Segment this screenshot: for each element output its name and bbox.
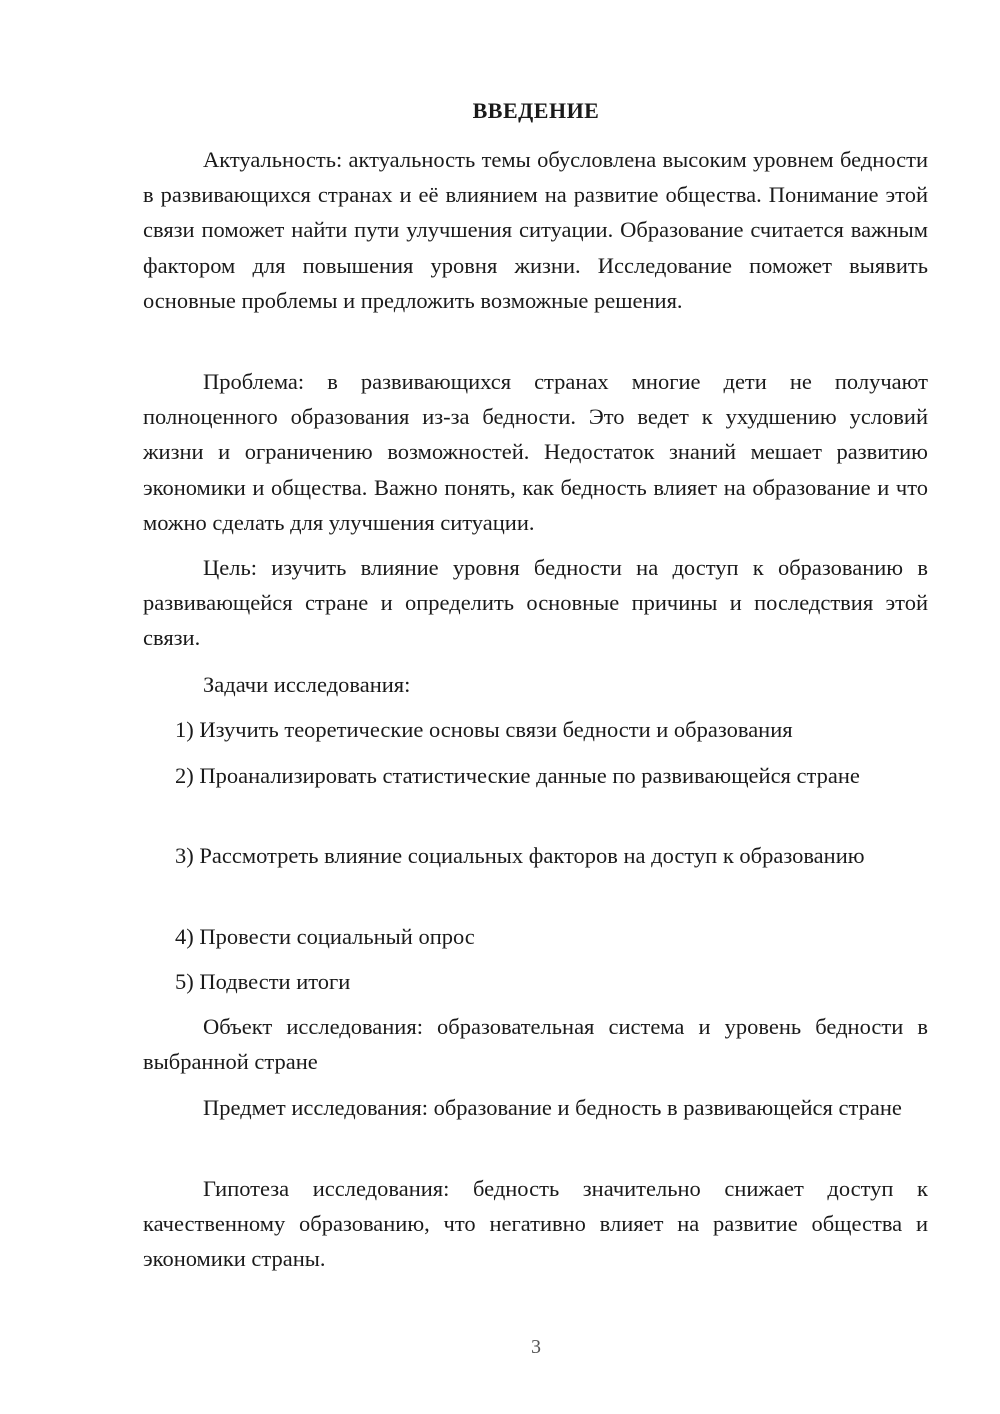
page-number: 3 — [531, 1336, 541, 1358]
body-block-task-1 — [143, 712, 928, 747]
body-block-relevance — [143, 142, 928, 318]
body-block-task-2 — [143, 758, 928, 793]
body-block-problem — [143, 364, 928, 540]
body-block-task-4 — [143, 919, 928, 954]
tasks-heading: Задачи исследования: — [203, 672, 411, 697]
paragraph-object: Объект исследования: образовательная система и уровень бедности в выбранной стране — [143, 1014, 928, 1075]
task-item-2: 2) Проанализировать статистические данные по развивающейся стране — [175, 763, 860, 788]
body-block-subject — [143, 1090, 928, 1125]
task-item-4: 4) Провести социальный опрос — [175, 924, 475, 949]
body-block-task-3 — [143, 838, 928, 873]
task-item-3: 3) Рассмотреть влияние социальных факторов на доступ к образованию — [175, 843, 865, 868]
body-block-goal — [143, 550, 928, 656]
paragraph-subject: Предмет исследования: образование и бедность в развивающейся стране — [203, 1095, 902, 1120]
body-block-tasks-heading — [143, 667, 928, 702]
paragraph-hypothesis: Гипотеза исследования: бедность значительно снижает доступ к качественному образованию, что негативно влияет на развитие общества и экономики страны. — [143, 1176, 928, 1272]
paragraph-problem: Проблема: в развивающихся странах многие дети не получают полноценного образования из-за бедности. Это ведет к ухудшению условий жизни и ограничению возможностей. Недостаток знаний мешает развитию экономики и общества. Важно понять, как бедность влияет на образование и что можно сделать для улучшения ситуации. — [143, 369, 928, 535]
task-item-5: 5) Подвести итоги — [175, 969, 351, 994]
body-block-object — [143, 1009, 928, 1079]
paragraph-relevance: Актуальность: актуальность темы обусловлена высоким уровнем бедности в развивающихся странах и её влиянием на развитие общества. Понимание этой связи поможет найти пути улучшения ситуации. Образование считается важным фактором для повышения уровня жизни. Исследование поможет выявить основные проблемы и предложить возможные решения. — [143, 147, 928, 313]
body-block-hypothesis — [143, 1171, 928, 1277]
body-block-task-5 — [143, 964, 928, 999]
page-title: ВВЕДЕНИЕ — [472, 98, 600, 123]
paragraph-goal: Цель: изучить влияние уровня бедности на доступ к образованию в развивающейся стране и определить основные причины и последствия этой связи. — [143, 555, 928, 651]
task-item-1: 1) Изучить теоретические основы связи бедности и образования — [175, 717, 793, 742]
